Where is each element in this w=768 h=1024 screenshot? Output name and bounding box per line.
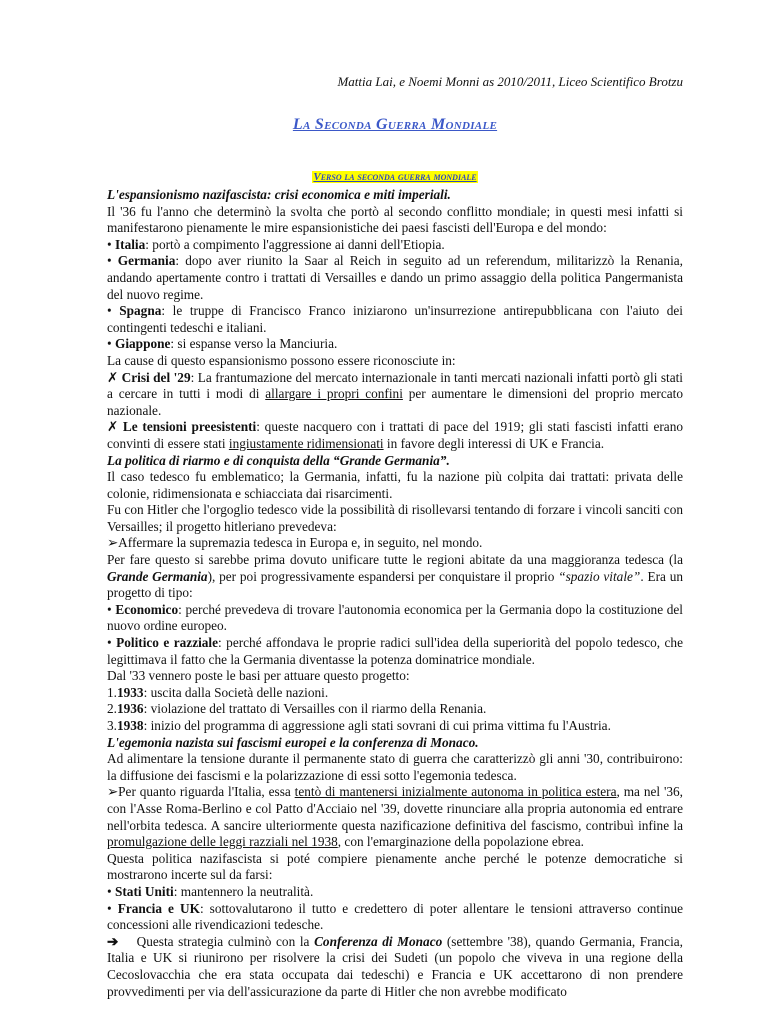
list-item-italia-politica: ➢Per quanto riguarda l'Italia, essa tentò di mantenersi inizialmente autonoma in politica estera, ma nel '36, con l'Asse Roma-Berlino e col Patto d'Acciaio nel '39, dovette rinunciare alla propria autonomia ed entrare nell'orbita tedesca. A sancire ulteriormente questa nazificazione definitiva del fascismo, contribuì infine la promulgazione delle leggi razziali nel 1938, con l'emarginazione della popolazione ebrea. — [107, 784, 683, 850]
paragraph: La cause di questo espansionismo possono essere riconosciute in: — [107, 352, 456, 368]
paragraph: Questa politica nazifascista si poté compiere pienamente anche perché le potenze democratiche si mostrarono incerte sul da farsi: — [107, 850, 683, 883]
paragraph: Il '36 fu l'anno che determinò la svolta che portò al secondo conflitto mondiale; in questi mesi infatti si manifestarono pienamente le mire espansionistiche dei paesi fascisti dell'Europa e del mondo: — [107, 203, 683, 236]
list-item-monaco: ➔ Questa strategia culminò con la Conferenza di Monaco (settembre '38), quando Germania, Francia, Italia e UK si riunirono per risolvere la crisi dei Sudeti (un popolo che viveva in una regione della Cecoslovacchia che era stata occupata dai tedeschi) e Francia e UK accettarono di non prendere provvedimenti per via dell'assicurazione da parte di Hitler che non avrebbe modificato — [107, 933, 683, 999]
document-title: La Seconda Guerra Mondiale — [292, 116, 498, 133]
arrow-right-icon: ➔ — [107, 933, 119, 949]
list-item-spagna: • Spagna: le truppe di Francisco Franco iniziarono un'insurrezione antirepubblicana con l'aiuto dei contingenti tedeschi e italiani. — [107, 303, 683, 335]
bullet-icon: • — [107, 635, 112, 651]
list-item-tensioni: ✗ Le tensioni preesistenti: queste nacquero con i trattati di pace del 1919; gli stati fascisti infatti erano convinti di essere stati ingiustamente ridimensionati in favore degli interessi di UK e Francia. — [107, 419, 683, 451]
list-item-economico: • Economico: perché prevedeva di trovare l'autonomia economica per la Germania dopo la costituzione del nuovo ordine europeo. — [107, 601, 684, 634]
subheading-espansionismo: L'espansionismo nazifascista: crisi economica e miti imperiali. — [107, 187, 451, 202]
paragraph: Fu con Hitler che l'orgoglio tedesco vide la possibilità di risollevarsi tentando di forzare i vincoli sanciti con Versailles; il progetto hitleriano prevedeva: — [107, 502, 683, 534]
bullet-icon: • — [107, 253, 112, 269]
list-item-crisi: ✗ Crisi del '29: La frantumazione del mercato internazionale in tanti mercati nazionali infatti portò gli stati a cercare in tutti i modi di allargare i propri confini per aumentare le dimensioni del proprio mercato nazionale. — [107, 369, 684, 418]
list-item-politico: • Politico e razziale: perché affondava le proprie radici sull'idea della superiorità del popolo tedesco, che legittimava il fatto che la Germania diventasse la potenza dominatrice mondiale. — [107, 635, 683, 667]
section-heading — [107, 168, 683, 186]
paragraph: Il caso tedesco fu emblematico; la Germania, infatti, fu la nazione più colpita dai trattati: privata delle colonie, ridimensionata e schiacciata dai risarcimenti. — [107, 469, 683, 501]
bullet-icon: • — [107, 303, 112, 319]
subheading-riarmo: La politica di riarmo e di conquista della “Grande Germania”. — [107, 452, 450, 468]
cross-icon: ✗ — [107, 419, 119, 435]
bullet-icon: • — [107, 900, 112, 916]
subheading-egemonia: L'egemonia nazista sui fascismi europei e la conferenza di Monaco. — [107, 734, 479, 750]
numbered-item-1936: 2.1936: violazione del trattato di Versailles con il riarmo della Renania. — [107, 701, 487, 717]
author-header: Mattia Lai, e Noemi Monni as 2010/2011, Liceo Scientifico Brotzu — [337, 74, 683, 89]
numbered-item-1933: 1.1933: uscita dalla Società delle nazioni. — [107, 684, 329, 700]
bullet-icon: • — [107, 236, 112, 252]
list-item-affermare: ➢Affermare la supremazia tedesca in Europa e, in seguito, nel mondo. — [107, 535, 483, 551]
list-item-italia: • Italia: portò a compimento l'aggressione ai danni dell'Etiopia. — [107, 236, 445, 252]
cross-icon: ✗ — [107, 369, 119, 385]
bullet-icon: • — [107, 601, 112, 617]
paragraph: Dal '33 vennero poste le basi per attuare questo progetto: — [107, 668, 410, 684]
numbered-item-1938: 3.1938: inizio del programma di aggressione agli stati sovrani di cui prima vittima fu l'Austria. — [107, 718, 611, 733]
list-item-giappone: • Giappone: si espanse verso la Manciuria. — [107, 336, 338, 352]
document-body — [107, 187, 683, 1000]
bullet-icon: • — [107, 336, 112, 352]
list-item-francia-uk: • Francia e UK: sottovalutarono il tutto e credettero di poter allentare le tensioni attraverso continue concessioni alle rivendicazioni tedesche. — [107, 900, 684, 933]
list-item-stati-uniti: • Stati Uniti: mantennero la neutralità. — [107, 883, 314, 899]
paragraph: Per fare questo si sarebbe prima dovuto unificare tutte le regioni abitate da una maggioranza tedesca (la Grande Germania), per poi progressivamente espandersi per conquistare il proprio “spazio vitale”. Era un progetto di tipo: — [107, 552, 683, 601]
list-item-germania: • Germania: dopo aver riunito la Saar al Reich in seguito ad un referendum, militarizzò la Renania, andando apertamente contro i trattati di Versailles e dando un primo assaggio della politica Pangermanista del nuovo regime. — [107, 253, 683, 302]
section-heading-text: Verso la seconda guerra mondiale — [313, 171, 477, 183]
arrowhead-icon: ➢ — [107, 784, 119, 800]
paragraph: Ad alimentare la tensione durante il permanente stato di guerra che caratterizzò gli anni '30, contribuirono: la diffusione dei fascismi e la polarizzazione di essi sotto l'egemonia tedesca. — [107, 751, 683, 783]
arrowhead-icon: ➢ — [107, 535, 119, 551]
bullet-icon: • — [107, 883, 112, 899]
